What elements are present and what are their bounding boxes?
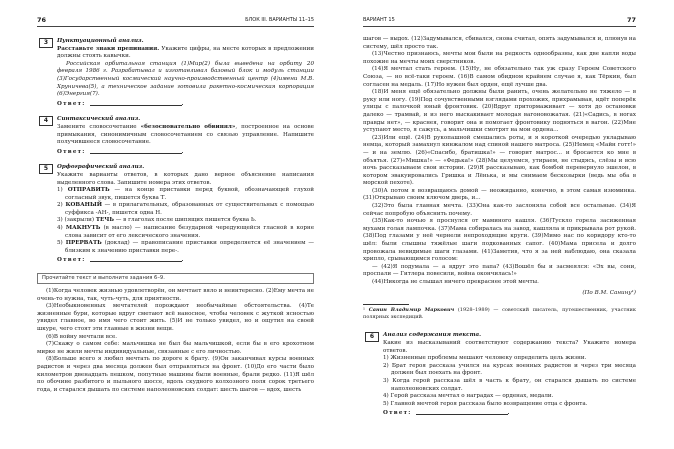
text-paragraph: (30)А потом я возвращаюсь домой — неожиданно, конечно, в этом самая изюминка. (31)Открываю своим ключом дверь, и... xyxy=(363,187,636,202)
left-content xyxy=(37,38,314,394)
text-paragraph: (14)Я мечтал стать героем. (15)Ну, не обязательно так уж сразу Героем Советского Союза, — но всё-таки героем. (16)В самом обидном крайнем случае я, как Тёркин, был согласен на медаль. (17)Но нужен был орден, ещё лучше два. xyxy=(363,66,636,88)
right-content xyxy=(363,36,636,426)
task-instruction: Какие из высказываний соответствуют содержанию текста? Укажите номера ответов. xyxy=(383,339,636,354)
task-number-box: 5 xyxy=(39,164,53,174)
reading-instruction-box: Прочитайте текст и выполните задания 6–9. xyxy=(37,273,314,284)
task-title: Пунктуационный анализ. xyxy=(57,38,144,44)
running-header xyxy=(363,17,636,27)
text-paragraph: шагов — выдох. (12)Задумывался, сбивался, снова считал, опять задумывался и, плюнув на систему, шёл просто так. xyxy=(363,36,636,50)
task-title: Орфографический анализ. xyxy=(57,164,145,171)
option-item: 5) Главной мечтой героя рассказа было возвращение отца с фронта. xyxy=(383,400,588,407)
text-paragraph: (3)Необыкновенных мечтателей порождают необычайные обстоятельства. (4)Те жизненные бури, которые вдруг сметают всё наносное, чтобы человек с жуткой ясностью увидел главное, во имя чего стоит жить. (5)И не только увидел, но и ощутил на своей шкуре, чего стоят эти главные в жизни вещи. xyxy=(37,303,314,332)
option-item: 2) КОВАНЫЙ — в прилагательных, образованных от существительных с помощью суффикса -АН-, пишется одна Н. xyxy=(57,202,314,216)
text-paragraph: (35)Как-то ночью я проснулся от маминого кашля. (36)Тускло горела засиженная мухами голая лампочка. (37)Мама собиралась на завод, кашляла и прикрывала рот рукой. (38)Под глазами у неё чернели непроходящие круги. (39)Мимо нас по коридору кто-то шёл: были слышны тяжёлые шаги подкованных сапог. (40)Мама присела и долго провожала невидимые шаги глазами. (41)Заметив, что я за ней наблюдаю, она сказала хрипло, срывающимся голосом: xyxy=(363,218,636,263)
text-paragraph: (13)Честно признаюсь, мечты мои были на редкость однообразны, как две капли воды похожие на мечты моих сверстников. xyxy=(363,51,636,65)
task-number-box: 4 xyxy=(39,116,53,126)
task-title: Анализ содержания текста. xyxy=(383,332,482,339)
option-item: 1) Жизненные проблемы мешают человеку определить цель жизни. xyxy=(383,355,587,362)
footnote-rule xyxy=(363,304,409,305)
answer-line[interactable] xyxy=(90,105,182,106)
answer-line[interactable] xyxy=(90,261,182,262)
answer-line[interactable] xyxy=(90,153,182,154)
running-title: ВАРИАНТ 15 xyxy=(363,17,395,23)
option-item: 3) Когда герой рассказа шёл в часть к брату, он старался дышать по системе наполеоновских солдат. xyxy=(383,377,637,392)
option-item: 3) (закрыли) ТЕЧЬ — в глаголах после шипящих пишется буква Ь. xyxy=(57,217,257,224)
option-item: 2) Брат героя рассказа учился на курсах военных радистов и через три месяца должен был поехать на фронт. xyxy=(383,362,636,377)
task-5 xyxy=(37,164,314,265)
answer-line[interactable] xyxy=(416,414,508,415)
text-paragraph: (18)И меня ещё обязательно должны были ранить, очень желательно не тяжело — в руку или ногу. (19)Под сочувственными взглядами прохожих, прихрамывая, идёт поперёк улицы с палочкой юный фронтовик. (20)Вдруг притормаживает — хотя до остановки далеко — трамвай, и из него выскакивает молодая вагоновожатая. (21)«Садись, в ногах правды нет», — краснея, говорит она и помогает фронтовику подняться в вагон. (22)Мне уступают место, я сажусь, а мальчишки смотрят на мои ордена... xyxy=(363,89,636,134)
task-instruction: Замените словосочетание «безосновательно обвинял», построенное на основе примыкания, синонимичным словосочетанием со связью управление. Напишите получившееся словосочетание. xyxy=(57,123,314,146)
option-item: 4) МАКНУТЬ (в масло) — написание безударной чередующейся гласной в корне слова зависит от его лексического значения. xyxy=(57,225,315,239)
answer-field[interactable]: Ответ: . xyxy=(57,148,185,155)
author-attribution: (По В.М. Санину¹) xyxy=(582,289,636,296)
running-title: БЛОК III. ВАРИАНТЫ 11–15 xyxy=(245,17,314,23)
task-3 xyxy=(37,38,314,108)
task-instruction: Укажите варианты ответов, в которых дано верное объяснение написания выделенного слова. Запишите номера этих ответов. xyxy=(57,171,314,186)
footnote: ¹ Санин Владимир Маркович (1928–1989) — советский писатель, путешественник, участник полярных экспедиций. xyxy=(363,307,637,320)
running-header xyxy=(37,17,314,27)
text-paragraph: (6)В войну мечтали все. xyxy=(46,333,118,340)
task-instruction: Расставьте знаки препинания. Укажите цифры, на месте которых в предложении должны стоять кавычки. xyxy=(57,45,314,60)
page-number: 76 xyxy=(37,16,47,24)
answer-field[interactable]: Ответ: . xyxy=(383,410,511,417)
task-number-box: 3 xyxy=(39,38,53,48)
page-number: 77 xyxy=(626,16,636,24)
text-paragraph: (44)Никогда не слышал ничего прекраснее этой мечты. xyxy=(372,279,539,285)
text-paragraph: (32)Это была главная мечта. (33)Она как-то заслоняла собой все остальные. (34)Я сейчас попробую объяснить почему. xyxy=(363,203,636,217)
text-paragraph: (1)Когда человек жизнью удовлетворён, он мечтает вяло и неинтересно. (2)Ему мечта не очень-то нужна, так, чуть-чуть, для приятности. xyxy=(37,288,314,302)
answer-field[interactable]: Ответ: . xyxy=(57,100,185,107)
text-paragraph: (7)Скажу о самом себе: мальчишка не был бы мальчишкой, если бы в его крохотном мирке не жили мечты индивидуальные, связанные с его личностью. xyxy=(37,341,314,355)
right-page xyxy=(337,0,674,449)
task-text: Российская орбитальная станция (1)Мир(2) была выведена на орбиту 20 февраля 1986 г. Разрабатывал и изготавливал базовый блок и модуль станции (3)Государственный космический научно-производственный центр (4)имени М.В. Хруничева(5), а техническое задание готовила ракетно-космическая корпорация (6)Энергия(7). xyxy=(57,60,314,98)
option-item: 5) ПРЕРВАТЬ (доклад) — правописание приставки определяется её значением — близким к значению приставки пере-. xyxy=(57,240,315,254)
task-6 xyxy=(363,332,636,418)
text-paragraph: (23)Или ещё. (24)В рукопашной смешались роты, и я короткой очередью укладываю немца, который замахнул кинжалом над спиной нашего матроса. (25)Немец «Майн готт!» — и на землю. (26)«Спасибо, братишка!» — говорит матрос... и бросается ко мне в объятья. (27)«Мишка!» — «Федька!» (28)Мы целуемся, утираем, не стыдясь, слёзы и всю ночь рассказываем свои истории. (29)Я рассказываю, как бомбой перевернуло эшелон, в котором эвакуировались Гришка и Лёнька, и мы снимаем бескозырки (ведь мы оба в морской пехоте). xyxy=(363,134,636,187)
answer-field[interactable]: Ответ: . xyxy=(57,257,185,264)
task-4 xyxy=(37,116,314,156)
task-number-box: 6 xyxy=(365,332,379,342)
option-item: 1) ОТПРАВИТЬ — на конце приставки перед буквой, обозначающей глухой согласный звук, пишется буква Т. xyxy=(57,187,315,201)
task-title: Синтаксический анализ. xyxy=(57,116,141,123)
text-paragraph: — (42)Я подумала — а вдруг это папа? (43)Вошёл бы и засмеялся: «Эх вы, сони, проспали — Гитлера повесили, война окончилась!» xyxy=(363,263,636,278)
text-paragraph: (8)Больше всего я любил мечтать по дороге к брату. (9)Он заканчивал курсы военных радистов и через два месяца должен был отправляться на фронт. (10)До его части было километров двенадцать пешком, попутные машины были военные, брали редко. (11)Я шёл по обочине разбитого и пыльного шоссе, вдоль скудного колхозного поля сорок третьего года, и старался дышать по системе наполеоновских солдат: шесть шагов — вдох, шесть xyxy=(37,356,314,393)
option-item: 4) Герой рассказа мечтал о наградах — орденах, медали. xyxy=(383,393,554,400)
